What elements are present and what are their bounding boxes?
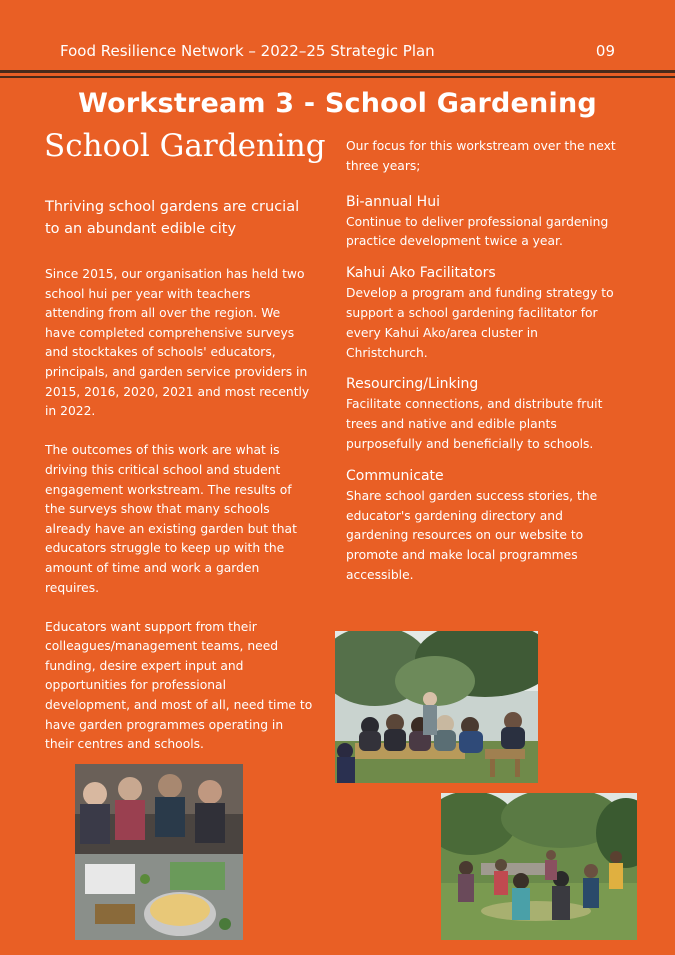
section-subtitle: Thriving school gardens are crucial to an abundant edible city bbox=[45, 199, 300, 237]
photo-food-preparation bbox=[75, 764, 243, 940]
body-paragraph: Educators want support from their colleagues/management teams, need funding, desire expert input and opportunities for professional development, and most of all, need time to have garden programmes operating in their centres and schools. bbox=[45, 619, 313, 752]
body-paragraph: The outcomes of this work are what is driving this critical school and student engagement workstream. The results of the surveys show that many schools already have an existing garden but that educators struggle to keep up with the amount of time and work a garden requires. bbox=[45, 443, 297, 595]
focus-text: Develop a program and funding strategy to support a school gardening facilitator for every Kahui Ako/area cluster in Christchurch. bbox=[346, 286, 614, 360]
focus-heading: Kahui Ako Facilitators bbox=[346, 265, 496, 282]
focus-item bbox=[346, 191, 616, 253]
focus-text: Continue to deliver professional gardening practice development twice a year. bbox=[346, 214, 609, 249]
photo-garden-hui bbox=[335, 631, 538, 783]
workstream-banner: Workstream 3 - School Gardening bbox=[78, 88, 597, 119]
header-rule-top bbox=[0, 70, 675, 73]
section-title: School Gardening bbox=[44, 128, 326, 164]
photo-garden-group bbox=[441, 793, 637, 940]
focus-item bbox=[346, 373, 616, 454]
body-paragraph: Since 2015, our organisation has held two school hui per year with teachers attending from all over the region. We have completed comprehensive surveys and stocktakes of schools' educators, principals, and garden service providers in 2015, 2016, 2020, 2021 and most recently in 2022. bbox=[45, 267, 310, 419]
focus-text: Facilitate connections, and distribute fruit trees and native and edible plants purposefully and beneficially to schools. bbox=[346, 397, 603, 451]
focus-column bbox=[346, 137, 616, 596]
focus-heading: Resourcing/Linking bbox=[346, 376, 479, 393]
focus-text: Share school garden success stories, the educator's gardening directory and gardening resources on our website to promote and make local programmes accessible. bbox=[346, 488, 598, 582]
focus-intro: Our focus for this workstream over the next three years; bbox=[346, 139, 616, 173]
header-rule-bottom bbox=[0, 76, 675, 78]
page-number: 09 bbox=[595, 42, 615, 60]
focus-heading: Bi-annual Hui bbox=[346, 193, 440, 210]
left-body bbox=[45, 265, 313, 774]
focus-item bbox=[346, 465, 616, 586]
focus-item bbox=[346, 262, 616, 363]
header-title: Food Resilience Network – 2022–25 Strategic Plan bbox=[60, 42, 435, 60]
focus-heading: Communicate bbox=[346, 467, 444, 484]
